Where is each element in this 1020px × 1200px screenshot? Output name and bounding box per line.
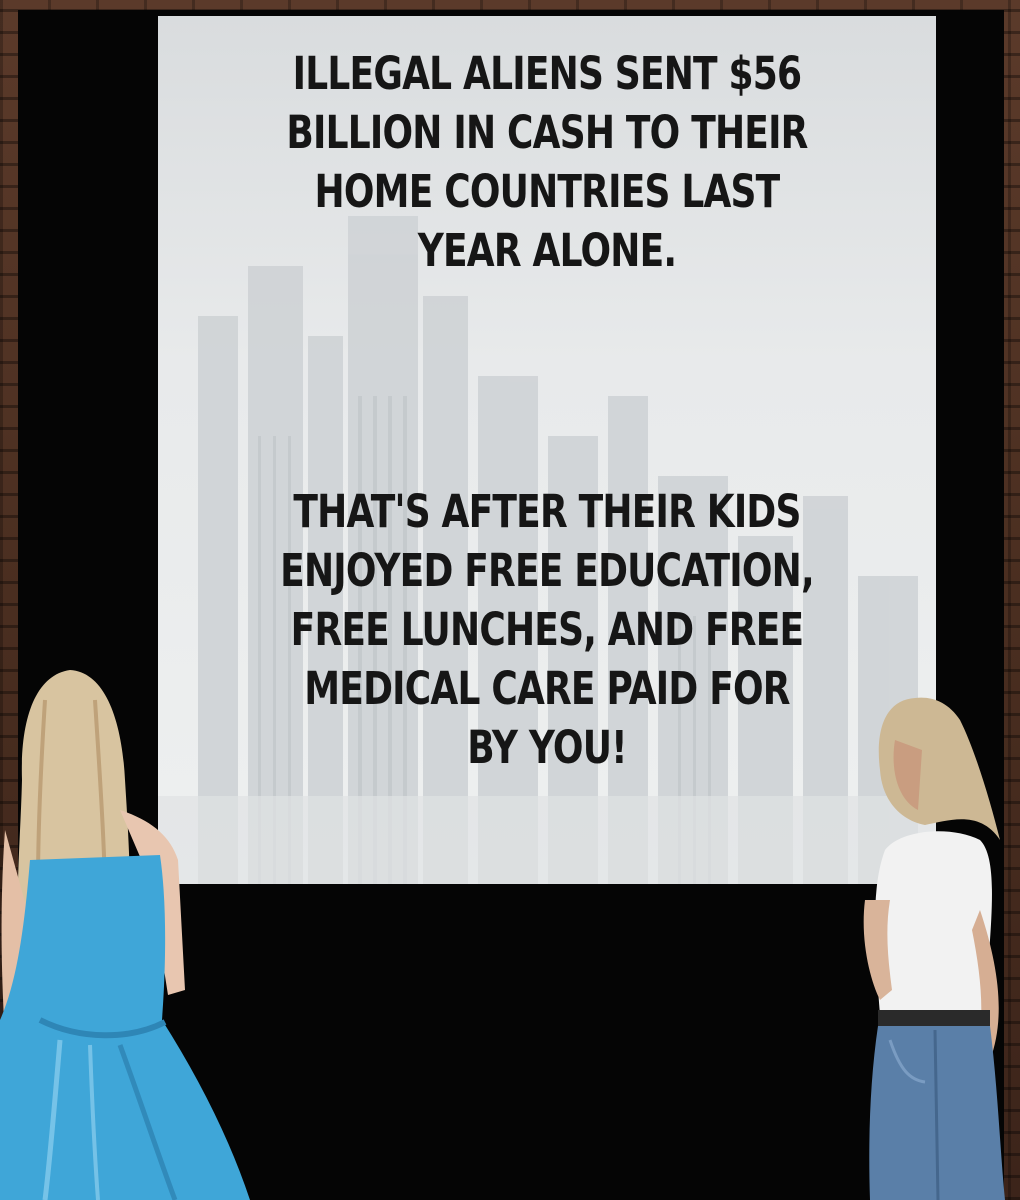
woman-white-shirt-figure-icon	[840, 690, 1020, 1200]
girl-blue-dress-figure-icon	[0, 660, 270, 1200]
billboard-panel	[158, 16, 936, 884]
headline-paragraph: ILLEGAL ALIENS SENT $56 BILLION IN CASH TO THEIR HOME COUNTRIES LAST YEAR ALONE.	[286, 47, 808, 277]
second-paragraph: THAT'S AFTER THEIR KIDS ENJOYED FREE EDUCATION, FREE LUNCHES, AND FREE MEDICAL CARE PAID FOR BY YOU!	[280, 485, 814, 774]
